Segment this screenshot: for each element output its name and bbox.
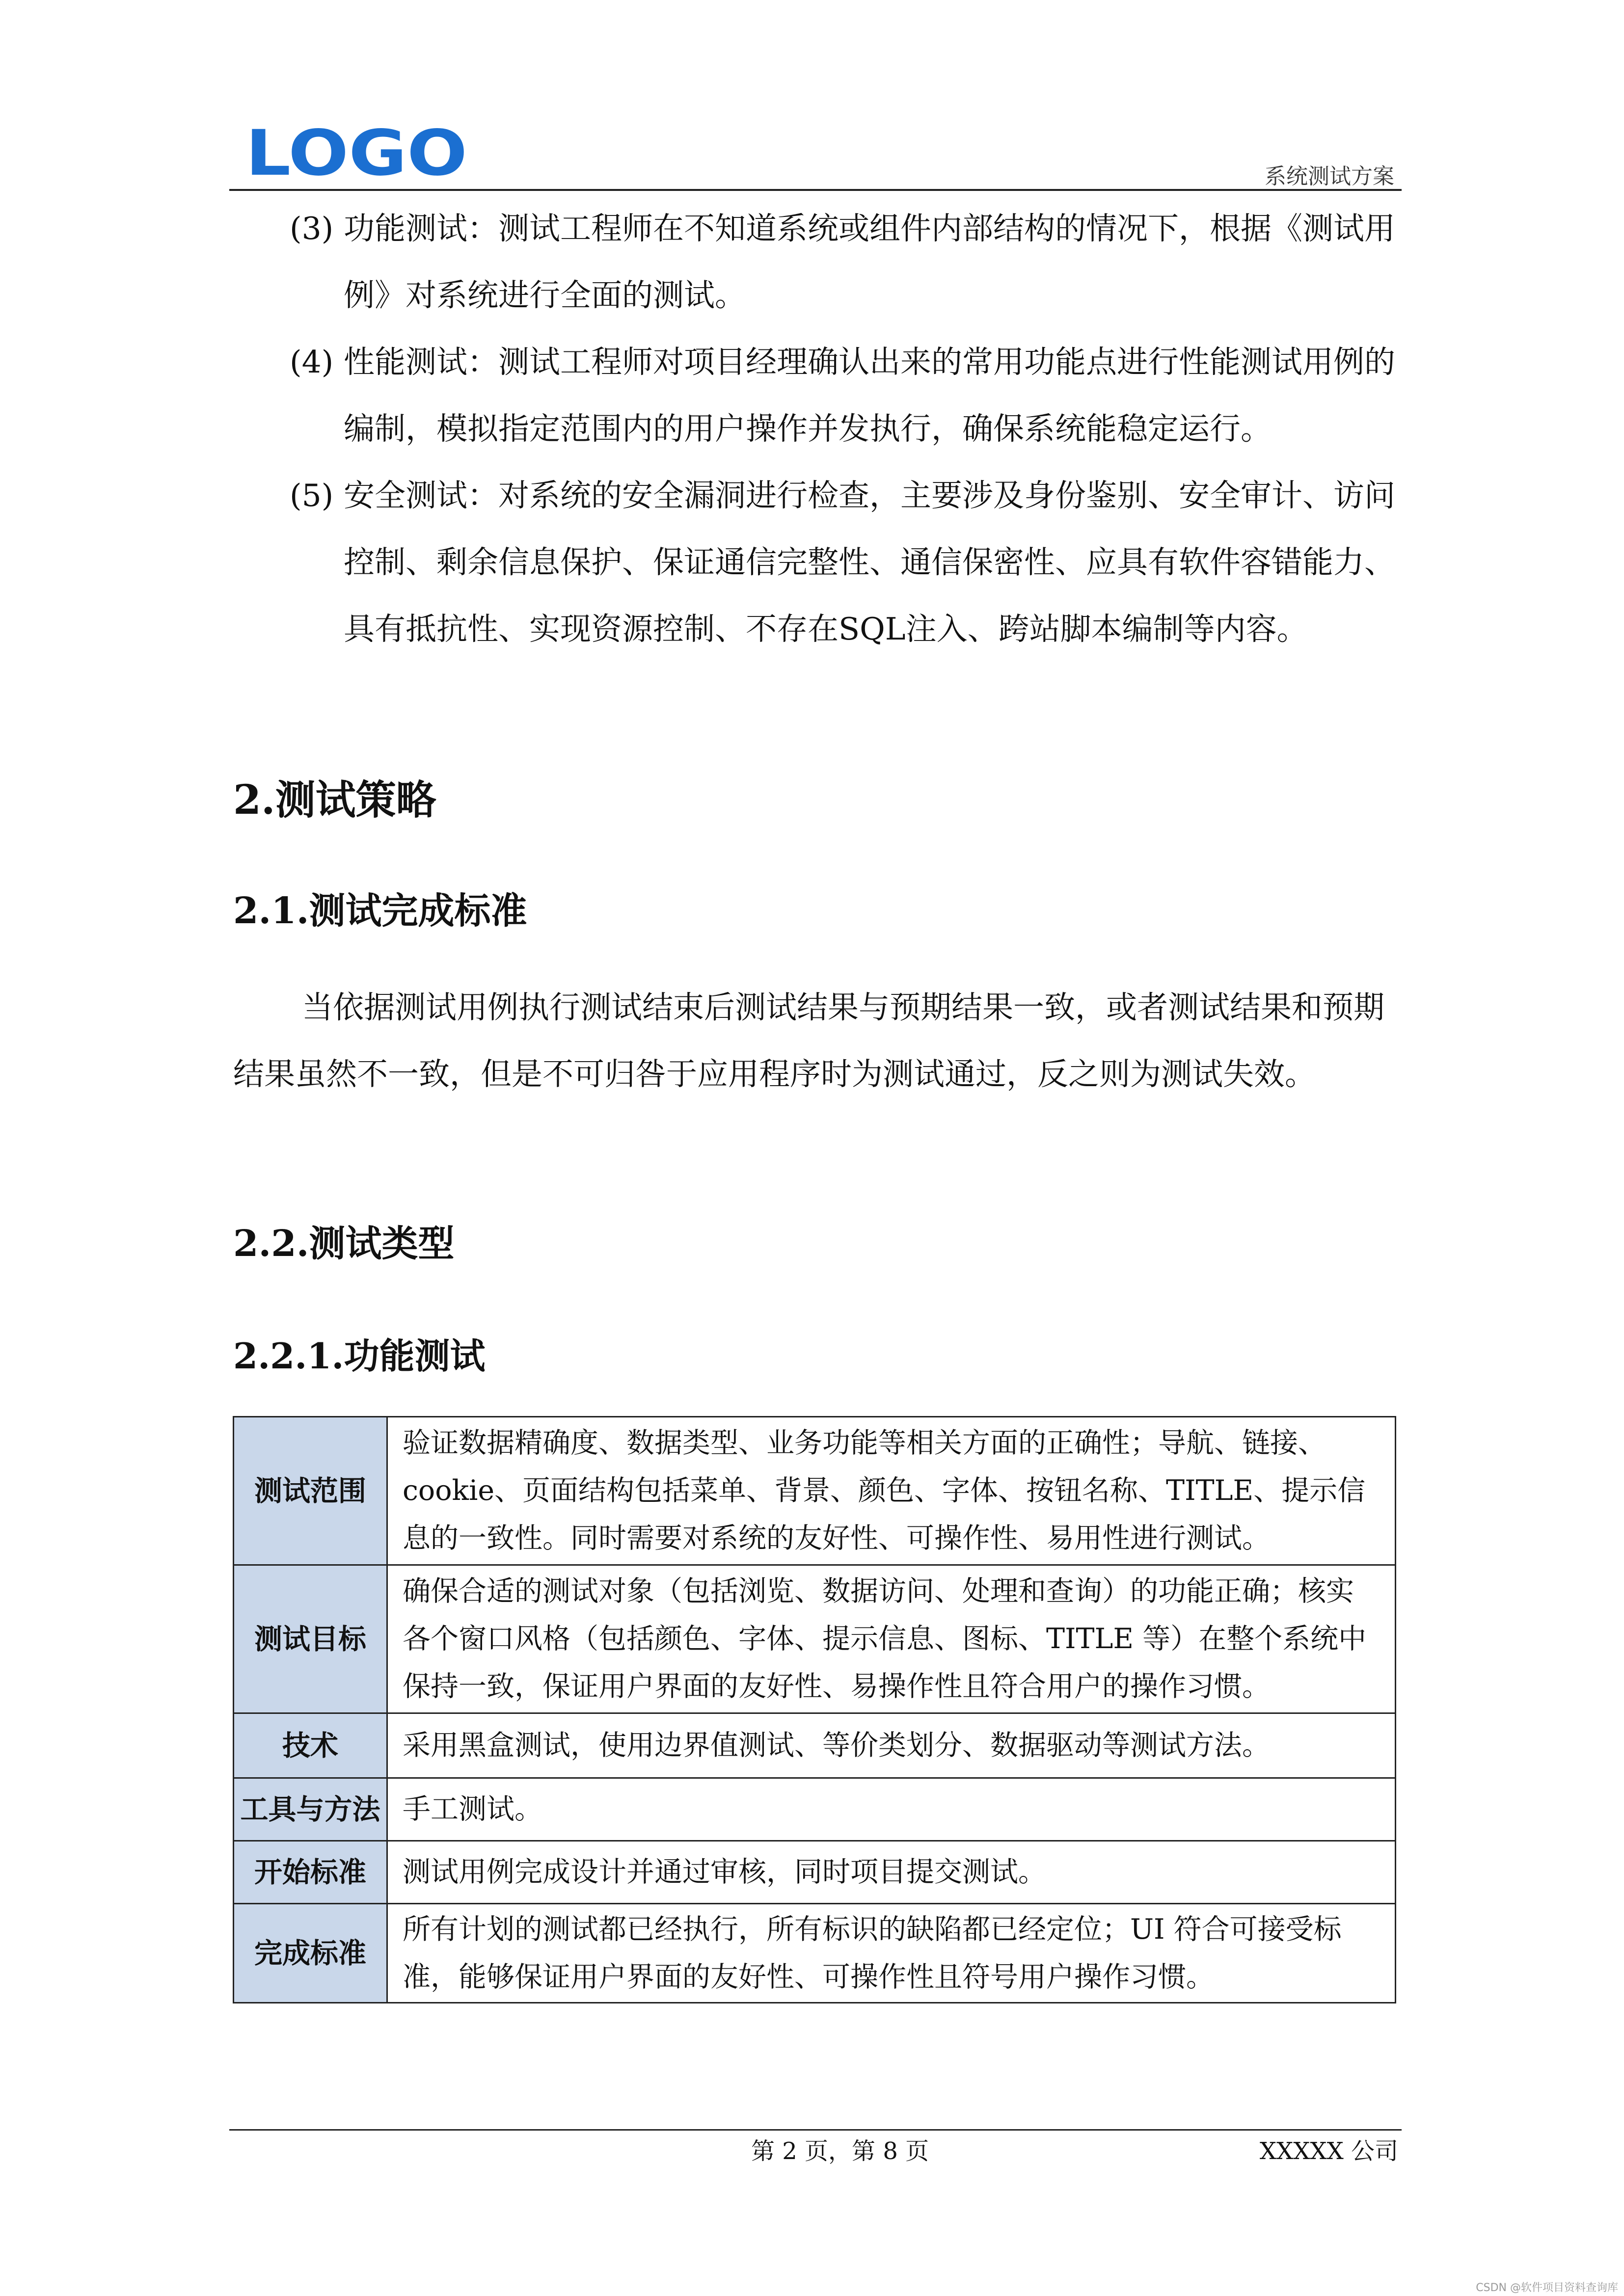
list-item-text: 安全测试：对系统的安全漏洞进行检查，主要涉及身份鉴别、安全审计、访问控制、剩余信息保护、保证通信完整性、通信保密性、应具有软件容错能力、具有抵抗性、实现资源控制、不存在SQL注入、跨站脚本编制等内容。 (344, 478, 1395, 647)
footer-company: XXXXX 公司 (1259, 2137, 1398, 2165)
row-label: 测试范围 (234, 1417, 387, 1565)
list-item-number: (3) (290, 211, 334, 246)
list-item-number: (4) (290, 344, 334, 380)
row-label: 测试目标 (234, 1565, 387, 1713)
row-content: 手工测试。 (387, 1778, 1396, 1841)
table-row (234, 1778, 1396, 1841)
heading-functional-test: 2.2.1.功能测试 (233, 1335, 486, 1377)
header-divider (229, 189, 1402, 191)
watermark: CSDN @软件项目资料查询库 (1476, 2282, 1618, 2294)
list-item-text: 性能测试：测试工程师对项目经理确认出来的常用功能点进行性能测试用例的编制，模拟指定范围内的用户操作并发执行，确保系统能稳定运行。 (344, 344, 1395, 447)
list-item-number: (5) (290, 478, 334, 513)
row-content: 测试用例完成设计并通过审核，同时项目提交测试。 (387, 1841, 1396, 1904)
header-title: 系统测试方案 (1265, 164, 1394, 189)
row-content: 验证数据精确度、数据类型、业务功能等相关方面的正确性；导航、链接、cookie、页面结构包括菜单、背景、颜色、字体、按钮名称、TITLE、提示信息的一致性。同时需要对系统的友好性、可操作性、易用性进行测试。 (387, 1417, 1396, 1565)
heading-completion-criteria: 2.1.测试完成标准 (233, 890, 527, 932)
table-row (234, 1904, 1396, 2003)
table-row (234, 1565, 1396, 1713)
logo (245, 122, 471, 181)
footer-divider (229, 2129, 1402, 2131)
completion-paragraph: 当依据测试用例执行测试结束后测试结果与预期结果一致，或者测试结果和预期结果虽然不一致，但是不可归咎于应用程序时为测试通过，反之则为测试失效。 (233, 989, 1384, 1092)
functional-test-table (233, 1416, 1396, 2003)
logo-text: LOGO (245, 122, 467, 181)
row-label: 工具与方法 (234, 1778, 387, 1841)
row-label: 开始标准 (234, 1841, 387, 1904)
list-item-5 (290, 462, 1414, 663)
table-row (234, 1713, 1396, 1778)
row-content: 采用黑盒测试，使用边界值测试、等价类划分、数据驱动等测试方法。 (387, 1713, 1396, 1778)
row-label: 技术 (234, 1713, 387, 1778)
table-row (234, 1417, 1396, 1565)
page-number: 第 2 页，第 8 页 (751, 2137, 929, 2165)
table-row (234, 1841, 1396, 1904)
row-label: 完成标准 (234, 1904, 387, 2003)
heading-test-types: 2.2.测试类型 (233, 1223, 455, 1265)
list-item-4 (290, 329, 1414, 462)
list-item-3 (290, 195, 1414, 329)
list-item-text: 功能测试：测试工程师在不知道系统或组件内部结构的情况下，根据《测试用例》对系统进行全面的测试。 (344, 211, 1395, 313)
row-content: 确保合适的测试对象（包括浏览、数据访问、处理和查询）的功能正确；核实各个窗口风格（包括颜色、字体、提示信息、图标、TITLE 等）在整个系统中保持一致，保证用户界面的友好性、易操作性且符合用户的操作习惯。 (387, 1565, 1396, 1713)
row-content: 所有计划的测试都已经执行，所有标识的缺陷都已经定位；UI 符合可接受标准，能够保证用户界面的友好性、可操作性且符号用户操作习惯。 (387, 1904, 1396, 2003)
heading-test-strategy: 2.测试策略 (233, 776, 436, 824)
